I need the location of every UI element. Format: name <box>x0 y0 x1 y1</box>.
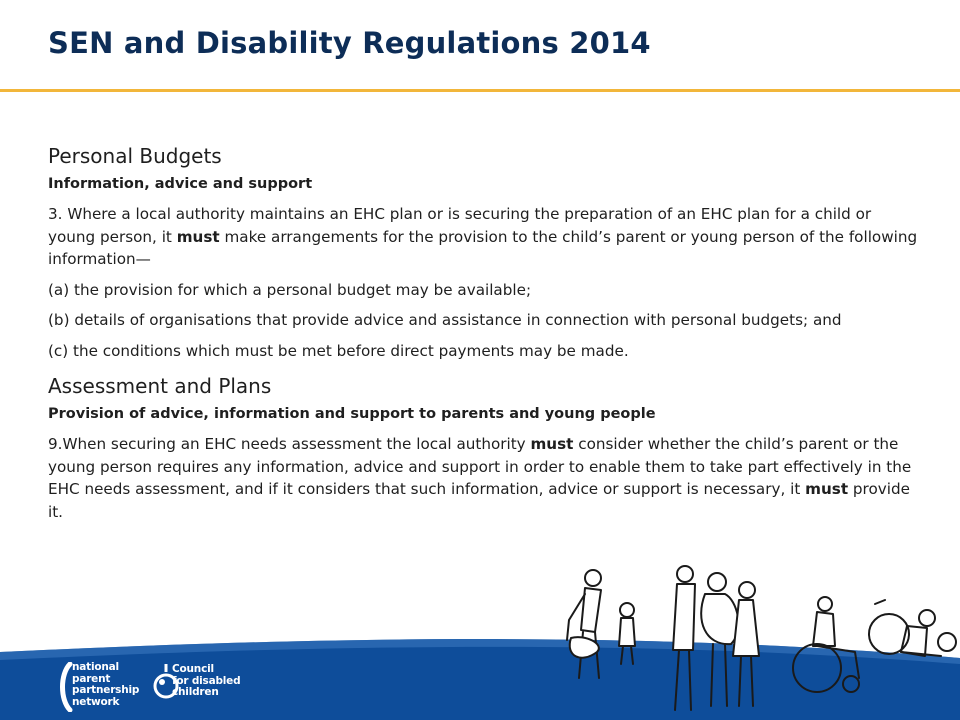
nppn-line: national <box>72 661 119 673</box>
regulation-9-paragraph <box>48 433 920 523</box>
family-wheelchair-illustration-icon <box>555 560 960 720</box>
regulation-3-item-c: (c) the conditions which must be met before direct payments may be made. <box>48 341 629 360</box>
slide-title: SEN and Disability Regulations 2014 <box>48 26 651 60</box>
cdc-line: Council <box>172 663 214 675</box>
regulation-3-paragraph <box>48 203 920 271</box>
section-subheading-information: Information, advice and support <box>48 176 313 192</box>
cdc-logo-text <box>172 664 240 699</box>
section-heading-personal-budgets: Personal Budgets <box>48 144 222 168</box>
nppn-logo-text <box>72 662 139 708</box>
regulation-3-item-b: (b) details of organisations that provide advice and assistance in connection with personal budgets; and <box>48 311 842 329</box>
section-heading-assessment: Assessment and Plans <box>48 374 272 398</box>
reg3-text-a: 3. Where a local authority maintains an EHC plan or is securing the preparation of an EHC plan for a child or young person, it <box>48 205 872 246</box>
title-divider <box>0 89 960 92</box>
reg9-must-2: must <box>805 480 849 498</box>
cdc-line: children <box>172 686 219 698</box>
reg3-must: must <box>176 227 220 246</box>
nppn-line: parent <box>72 672 111 685</box>
cdc-line: for disabled <box>172 674 241 687</box>
reg9-text-b: consider whether the child’s parent or the young person requires any information, advice and support in order to enable them to take part effectively in the EHC needs assessment, and if it considers that such information, advice or support is necessary, it <box>48 435 912 498</box>
reg9-text-c: provide it. <box>48 480 910 521</box>
reg9-must-1: must <box>530 435 574 453</box>
section-subheading-provision: Provision of advice, information and support to parents and young people <box>48 406 656 422</box>
nppn-line: network <box>72 695 120 708</box>
slide-body <box>48 142 920 523</box>
nppn-line: partnership <box>72 684 140 696</box>
reg3-text-b: make arrangements for the provision to the child’s parent or young person of the following information— <box>48 227 918 268</box>
reg9-text-a: 9.When securing an EHC needs assessment the local authority <box>48 435 531 453</box>
regulation-3-item-a: (a) the provision for which a personal budget may be available; <box>48 280 532 299</box>
